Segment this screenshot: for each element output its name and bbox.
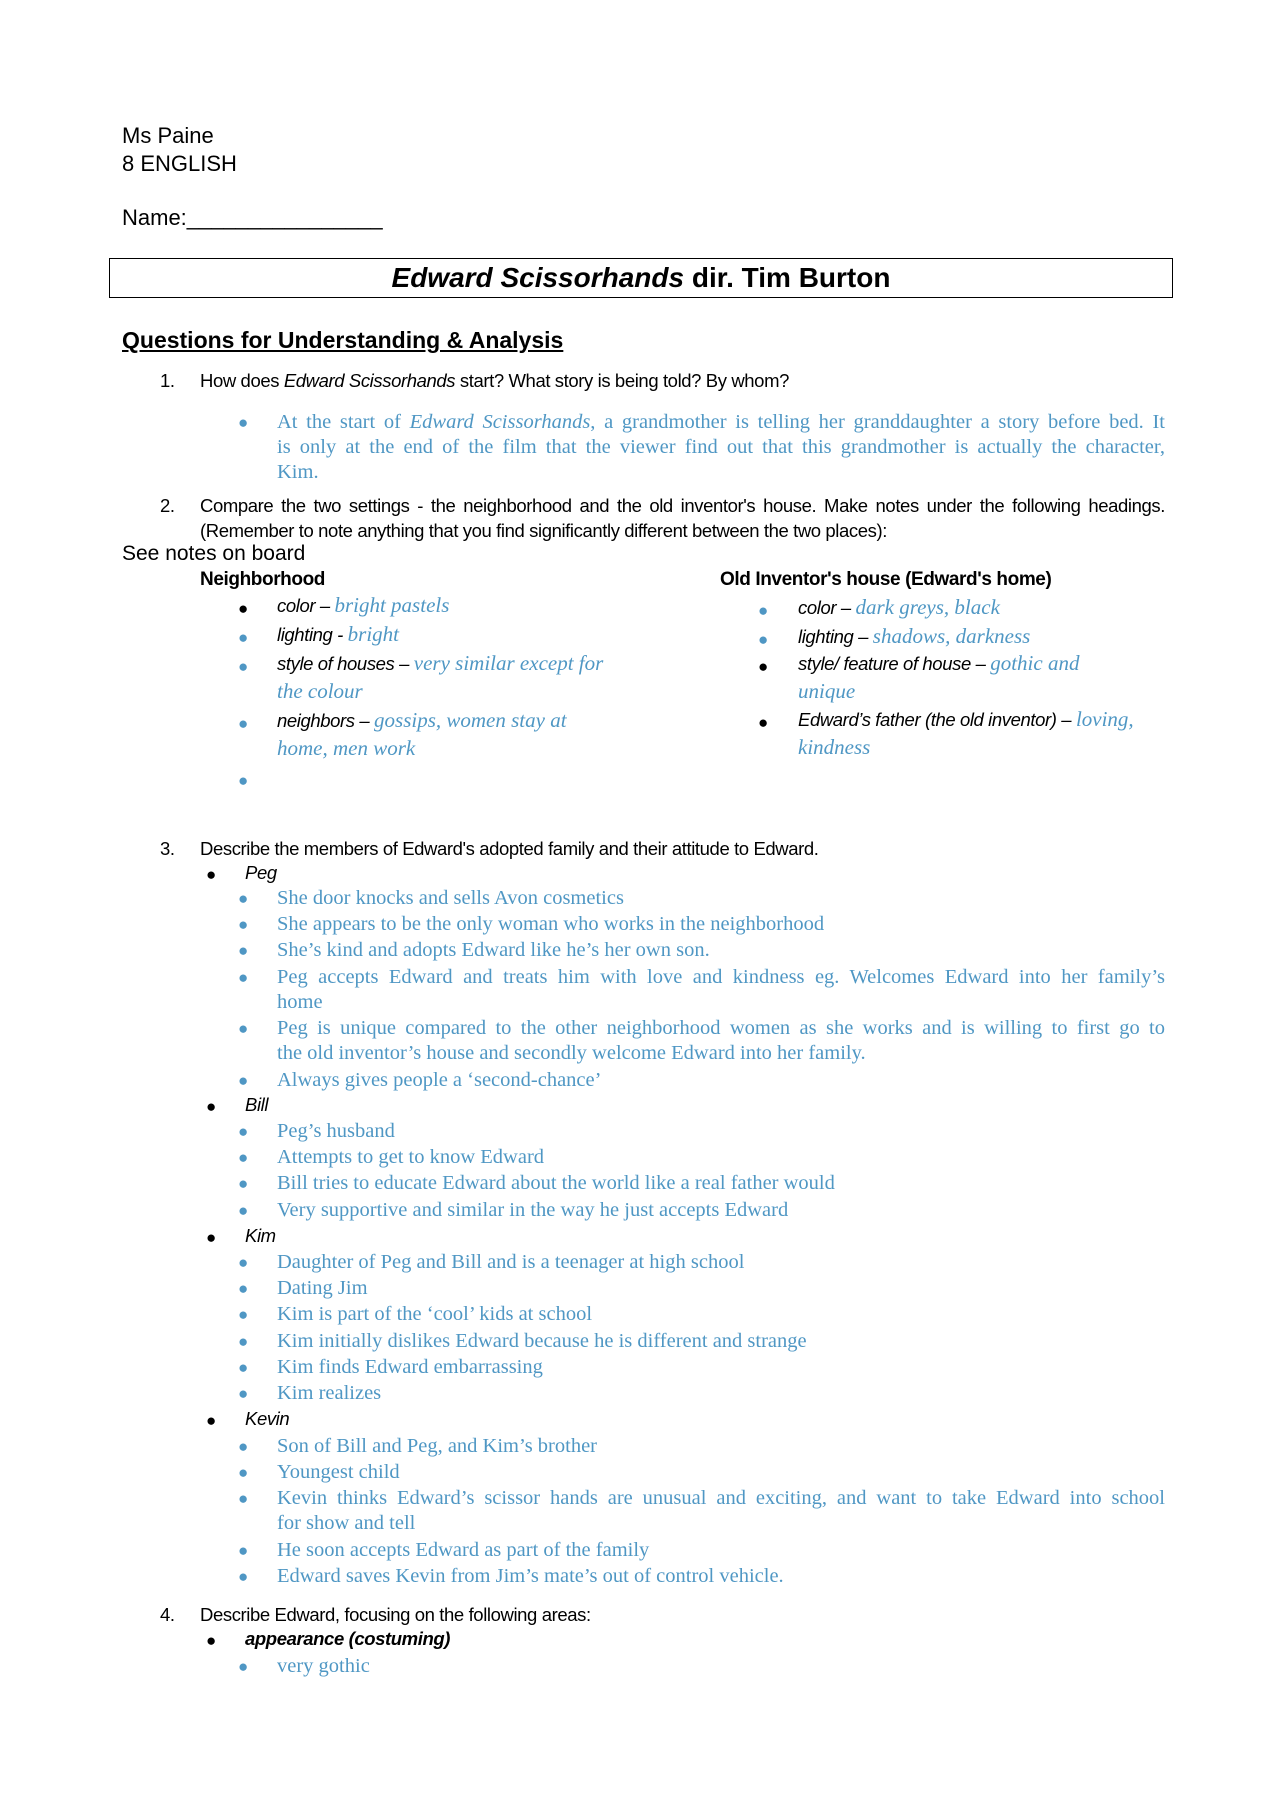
value: gothic and bbox=[990, 651, 1080, 675]
value: very similar except for bbox=[413, 651, 604, 675]
label: color – bbox=[798, 597, 856, 618]
bullet-icon: ● bbox=[238, 1384, 249, 1403]
bullet-icon: ● bbox=[238, 771, 249, 790]
list-item: Youngest child bbox=[277, 1461, 400, 1483]
bullet-icon: ● bbox=[758, 657, 769, 676]
bullet-icon: ● bbox=[238, 1019, 249, 1038]
bullet-icon: ● bbox=[238, 1148, 249, 1167]
list-item: Bill tries to educate Edward about the world like a real father would bbox=[277, 1172, 835, 1194]
member-name-bill: Bill bbox=[245, 1094, 269, 1115]
bullet-icon: ● bbox=[238, 1463, 249, 1482]
inventor-father-cont: kindness bbox=[798, 735, 871, 759]
label: style of houses – bbox=[277, 653, 414, 674]
class-name: 8 ENGLISH bbox=[122, 151, 237, 176]
q2-line2: (Remember to note anything that you find significantly different between the two places): bbox=[200, 520, 887, 541]
bullet-icon: ● bbox=[238, 1332, 249, 1351]
value: dark greys, black bbox=[855, 595, 1000, 619]
q1-answer-line3: Kim. bbox=[277, 461, 319, 483]
list-item: Very supportive and similar in the way he just accepts Edward bbox=[277, 1199, 789, 1221]
value: loving, bbox=[1075, 707, 1134, 731]
bullet-icon: ● bbox=[238, 628, 249, 647]
question-text bbox=[200, 368, 1165, 393]
q4-subheading: appearance (costuming) bbox=[245, 1628, 451, 1649]
member-name-peg: Peg bbox=[245, 862, 277, 883]
list-item: Kim realizes bbox=[277, 1382, 382, 1404]
bullet-icon: ● bbox=[758, 630, 769, 649]
bullet-icon: ● bbox=[238, 1657, 249, 1676]
list-item: Kim is part of the ‘cool’ kids at school bbox=[277, 1303, 593, 1325]
question-text: Describe the members of Edward's adopted family and their attitude to Edward. bbox=[200, 838, 819, 859]
list-item: She appears to be the only woman who works in the neighborhood bbox=[277, 913, 825, 935]
bullet-icon: ● bbox=[758, 713, 769, 732]
bullet-icon: ● bbox=[238, 1437, 249, 1456]
neighborhood-color bbox=[277, 593, 449, 618]
member-name-kevin: Kevin bbox=[245, 1408, 290, 1429]
list-item: Peg accepts Edward and treats him with love and kindness eg. Welcomes Edward into her family’s bbox=[277, 966, 1165, 988]
document-title bbox=[109, 258, 1173, 298]
bullet-icon: ● bbox=[238, 1174, 249, 1193]
list-item: Peg is unique compared to the other neighborhood women as she works and is willing to first go to bbox=[277, 1017, 1165, 1039]
bullet-icon: ● bbox=[238, 1122, 249, 1141]
label: lighting - bbox=[277, 624, 348, 645]
q1-pre: How does bbox=[200, 370, 284, 391]
list-item: very gothic bbox=[277, 1655, 370, 1677]
list-item: She door knocks and sells Avon cosmetics bbox=[277, 887, 624, 909]
label: neighbors – bbox=[277, 710, 375, 731]
bullet-icon: ● bbox=[238, 1071, 249, 1090]
list-item: She’s kind and adopts Edward like he’s her own son. bbox=[277, 939, 710, 961]
question-text: Describe Edward, focusing on the following areas: bbox=[200, 1604, 591, 1625]
bullet-icon: ● bbox=[238, 941, 249, 960]
q1-post: start? What story is being told? By whom? bbox=[455, 370, 789, 391]
bullet-icon: ● bbox=[238, 1305, 249, 1324]
q1-answer-line2: is only at the end of the film that the viewer find out that this grandmother is actually the character, bbox=[277, 436, 1165, 458]
teacher-name: Ms Paine bbox=[122, 123, 214, 148]
bullet-icon: ● bbox=[238, 915, 249, 934]
list-item: Edward saves Kevin from Jim’s mate’s out of control vehicle. bbox=[277, 1565, 784, 1587]
q1-ans-post: , a grandmother is telling her granddaughter a story before bed. It bbox=[590, 411, 1165, 433]
list-item: Kim initially dislikes Edward because he is different and strange bbox=[277, 1330, 807, 1352]
question-number: 2. bbox=[160, 495, 175, 516]
question-number: 3. bbox=[160, 838, 175, 859]
see-notes: See notes on board bbox=[122, 542, 306, 565]
bullet-icon: ● bbox=[206, 1631, 217, 1650]
bullet-icon: ● bbox=[206, 1411, 217, 1430]
neighborhood-lighting bbox=[277, 622, 399, 647]
neighborhood-neighbors bbox=[277, 708, 567, 733]
label: Edward’s father (the old inventor) – bbox=[798, 709, 1076, 730]
bullet-icon: ● bbox=[238, 657, 249, 676]
member-name-kim: Kim bbox=[245, 1225, 276, 1246]
bullet-icon: ● bbox=[758, 601, 769, 620]
bullet-icon: ● bbox=[238, 1358, 249, 1377]
neighborhood-heading: Neighborhood bbox=[200, 569, 326, 590]
bullet-icon: ● bbox=[238, 599, 249, 618]
inventor-style-cont: unique bbox=[798, 679, 856, 703]
value: shadows, darkness bbox=[872, 624, 1031, 648]
q1-answer bbox=[277, 410, 1165, 485]
bullet-icon: ● bbox=[238, 1489, 249, 1508]
list-item: Peg’s husband bbox=[277, 1120, 395, 1142]
bullet-icon: ● bbox=[238, 714, 249, 733]
bullet-icon: ● bbox=[238, 1279, 249, 1298]
section-heading: Questions for Understanding & Analysis bbox=[122, 327, 564, 353]
student-name-field: Name:________________ bbox=[122, 205, 383, 230]
q1-ans-film: Edward Scissorhands bbox=[409, 411, 591, 433]
question-number: 4. bbox=[160, 1604, 175, 1625]
bullet-icon: ● bbox=[238, 889, 249, 908]
value: gossips, women stay at bbox=[374, 708, 567, 732]
question-text bbox=[200, 493, 1165, 543]
bullet-icon: ● bbox=[206, 865, 217, 884]
bullet-icon: ● bbox=[238, 1567, 249, 1586]
neighborhood-neighbors-cont: home, men work bbox=[277, 736, 416, 760]
list-item: Kevin thinks Edward’s scissor hands are unusual and exciting, and want to take Edward into school bbox=[277, 1487, 1165, 1509]
q1-film: Edward Scissorhands bbox=[283, 370, 456, 391]
list-item: Attempts to get to know Edward bbox=[277, 1146, 545, 1168]
bullet-icon: ● bbox=[238, 1201, 249, 1220]
bullet-icon: ● bbox=[238, 968, 249, 987]
inventor-lighting bbox=[798, 624, 1030, 649]
q2-line1: Compare the two settings - the neighborhood and the old inventor's house. Make notes under the following headings. bbox=[200, 495, 1165, 516]
value: bright pastels bbox=[334, 593, 450, 617]
inventor-color bbox=[798, 595, 1000, 620]
q1-answer-line1 bbox=[277, 410, 1165, 435]
bullet-icon: ● bbox=[238, 1253, 249, 1272]
list-item-cont: home bbox=[277, 991, 323, 1013]
label: lighting – bbox=[798, 626, 873, 647]
bullet-icon: ● bbox=[238, 1541, 249, 1560]
bullet-icon: ● bbox=[206, 1228, 217, 1247]
inventor-style bbox=[798, 651, 1079, 676]
list-item-cont: for show and tell bbox=[277, 1512, 416, 1534]
list-item-cont: the old inventor’s house and secondly welcome Edward into her family. bbox=[277, 1042, 866, 1064]
list-item: Kim finds Edward embarrassing bbox=[277, 1356, 543, 1378]
list-item: Dating Jim bbox=[277, 1277, 368, 1299]
bullet-icon: ● bbox=[238, 413, 249, 432]
title-director: dir. Tim Burton bbox=[684, 262, 891, 293]
bullet-icon: ● bbox=[206, 1097, 217, 1116]
list-item: He soon accepts Edward as part of the family bbox=[277, 1539, 650, 1561]
inventor-heading: Old Inventor's house (Edward's home) bbox=[720, 569, 1052, 590]
value: bright bbox=[347, 622, 400, 646]
neighborhood-style-cont: the colour bbox=[277, 679, 363, 703]
title-film: Edward Scissorhands bbox=[391, 262, 685, 293]
inventor-father bbox=[798, 707, 1134, 732]
label: style/ feature of house – bbox=[798, 653, 991, 674]
label: color – bbox=[277, 595, 335, 616]
list-item: Always gives people a ‘second-chance’ bbox=[277, 1069, 602, 1091]
question-number: 1. bbox=[160, 370, 175, 391]
q1-ans-pre: At the start of bbox=[277, 411, 410, 433]
list-item: Daughter of Peg and Bill and is a teenager at high school bbox=[277, 1251, 745, 1273]
list-item: Son of Bill and Peg, and Kim’s brother bbox=[277, 1435, 598, 1457]
neighborhood-style bbox=[277, 651, 603, 676]
